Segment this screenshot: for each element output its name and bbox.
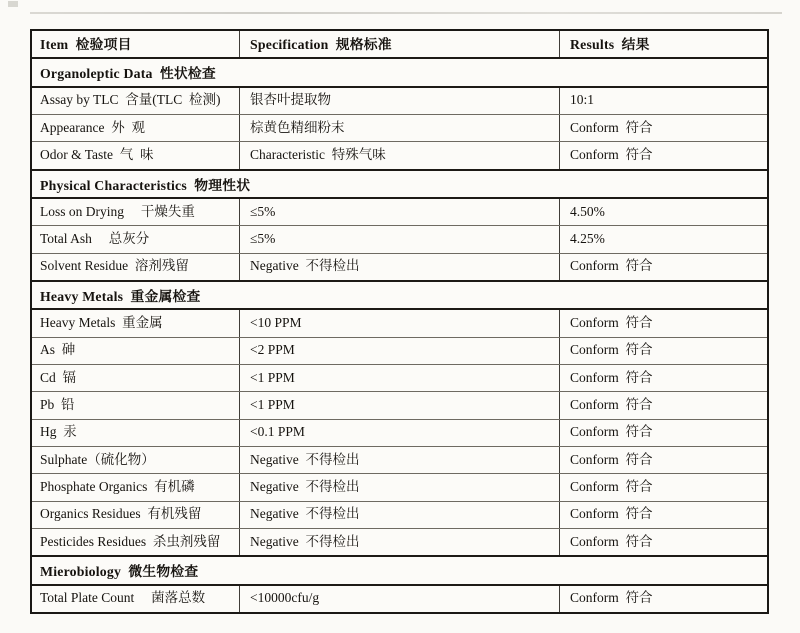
spec-cell: <10 PPM [240, 310, 560, 336]
table-row [32, 225, 767, 252]
table-row [32, 337, 767, 364]
item-cell: Pesticides Residues 杀虫剂残留 [32, 529, 240, 555]
item-cell: Organics Residues 有机残留 [32, 502, 240, 528]
section-label: Heavy Metals 重金属检查 [40, 289, 201, 305]
table-row [32, 584, 767, 612]
result-cell: 4.25% [570, 231, 605, 247]
table-row [32, 419, 767, 446]
item-cell: Hg 汞 [32, 420, 240, 446]
result-cell: Conform 符合 [570, 478, 653, 494]
spec-cell: <1 PPM [240, 392, 560, 418]
table-row [32, 501, 767, 528]
spec-cell: Negative 不得检出 [240, 529, 560, 555]
result-cell: Conform 符合 [570, 590, 653, 606]
spec-cell: 棕黄色精细粉末 [240, 115, 560, 141]
section-label: Mierobiology 微生物检查 [40, 564, 199, 580]
item-cell: Assay by TLC 含量(TLC 检测) [32, 88, 240, 114]
item-cell: Loss on Drying 干燥失重 [32, 199, 240, 225]
column-header-results: Results 结果 [570, 36, 650, 52]
table-row [32, 446, 767, 473]
section-row [32, 169, 767, 197]
item-cell: Sulphate（硫化物） [32, 447, 240, 473]
result-cell: Conform 符合 [570, 342, 653, 358]
spec-cell: Negative 不得检出 [240, 502, 560, 528]
spec-cell: Negative 不得检出 [240, 254, 560, 280]
item-cell: Solvent Residue 溶剂残留 [32, 254, 240, 280]
result-cell: Conform 符合 [570, 506, 653, 522]
table-row [32, 364, 767, 391]
result-cell: Conform 符合 [570, 315, 653, 331]
spec-cell: <10000cfu/g [240, 586, 560, 612]
item-cell: As 砷 [32, 338, 240, 364]
result-cell: Conform 符合 [570, 119, 653, 135]
result-cell: Conform 符合 [570, 424, 653, 440]
scan-artifact-mark [8, 1, 18, 7]
spec-cell: <2 PPM [240, 338, 560, 364]
result-cell: 4.50% [570, 203, 605, 219]
spec-cell: Characteristic 特殊气味 [240, 142, 560, 168]
section-row [32, 57, 767, 85]
table-row [32, 86, 767, 114]
section-row [32, 555, 767, 583]
section-row [32, 280, 767, 308]
table-row [32, 308, 767, 336]
result-cell: 10:1 [570, 92, 595, 108]
result-cell: Conform 符合 [570, 147, 653, 163]
spec-cell: 银杏叶提取物 [240, 88, 560, 114]
item-cell: Heavy Metals 重金属 [32, 310, 240, 336]
table-row [32, 391, 767, 418]
spec-cell: ≤5% [240, 199, 560, 225]
table-row [32, 141, 767, 168]
table-row [32, 114, 767, 141]
table-row [32, 197, 767, 225]
table-row [32, 528, 767, 555]
item-cell: Total Ash 总灰分 [32, 226, 240, 252]
table-header-row [32, 31, 767, 57]
spec-cell: ≤5% [240, 226, 560, 252]
spec-cell: Negative 不得检出 [240, 474, 560, 500]
spec-cell: Negative 不得检出 [240, 447, 560, 473]
section-label: Physical Characteristics 物理性状 [40, 177, 251, 193]
table-row [32, 473, 767, 500]
section-label: Organoleptic Data 性状检查 [40, 66, 216, 82]
column-header-specification: Specification 规格标准 [240, 31, 560, 57]
result-cell: Conform 符合 [570, 533, 653, 549]
result-cell: Conform 符合 [570, 369, 653, 385]
item-cell: Pb 铅 [32, 392, 240, 418]
specification-table [30, 29, 769, 614]
result-cell: Conform 符合 [570, 258, 653, 274]
item-cell: Odor & Taste 气 味 [32, 142, 240, 168]
result-cell: Conform 符合 [570, 451, 653, 467]
spec-cell: <0.1 PPM [240, 420, 560, 446]
item-cell: Cd 镉 [32, 365, 240, 391]
scan-artifact-line [30, 12, 782, 14]
item-cell: Total Plate Count 菌落总数 [32, 586, 240, 612]
item-cell: Phosphate Organics 有机磷 [32, 474, 240, 500]
item-cell: Appearance 外 观 [32, 115, 240, 141]
column-header-item: Item 检验项目 [32, 31, 240, 57]
result-cell: Conform 符合 [570, 397, 653, 412]
spec-cell: <1 PPM [240, 365, 560, 391]
table-row [32, 253, 767, 280]
